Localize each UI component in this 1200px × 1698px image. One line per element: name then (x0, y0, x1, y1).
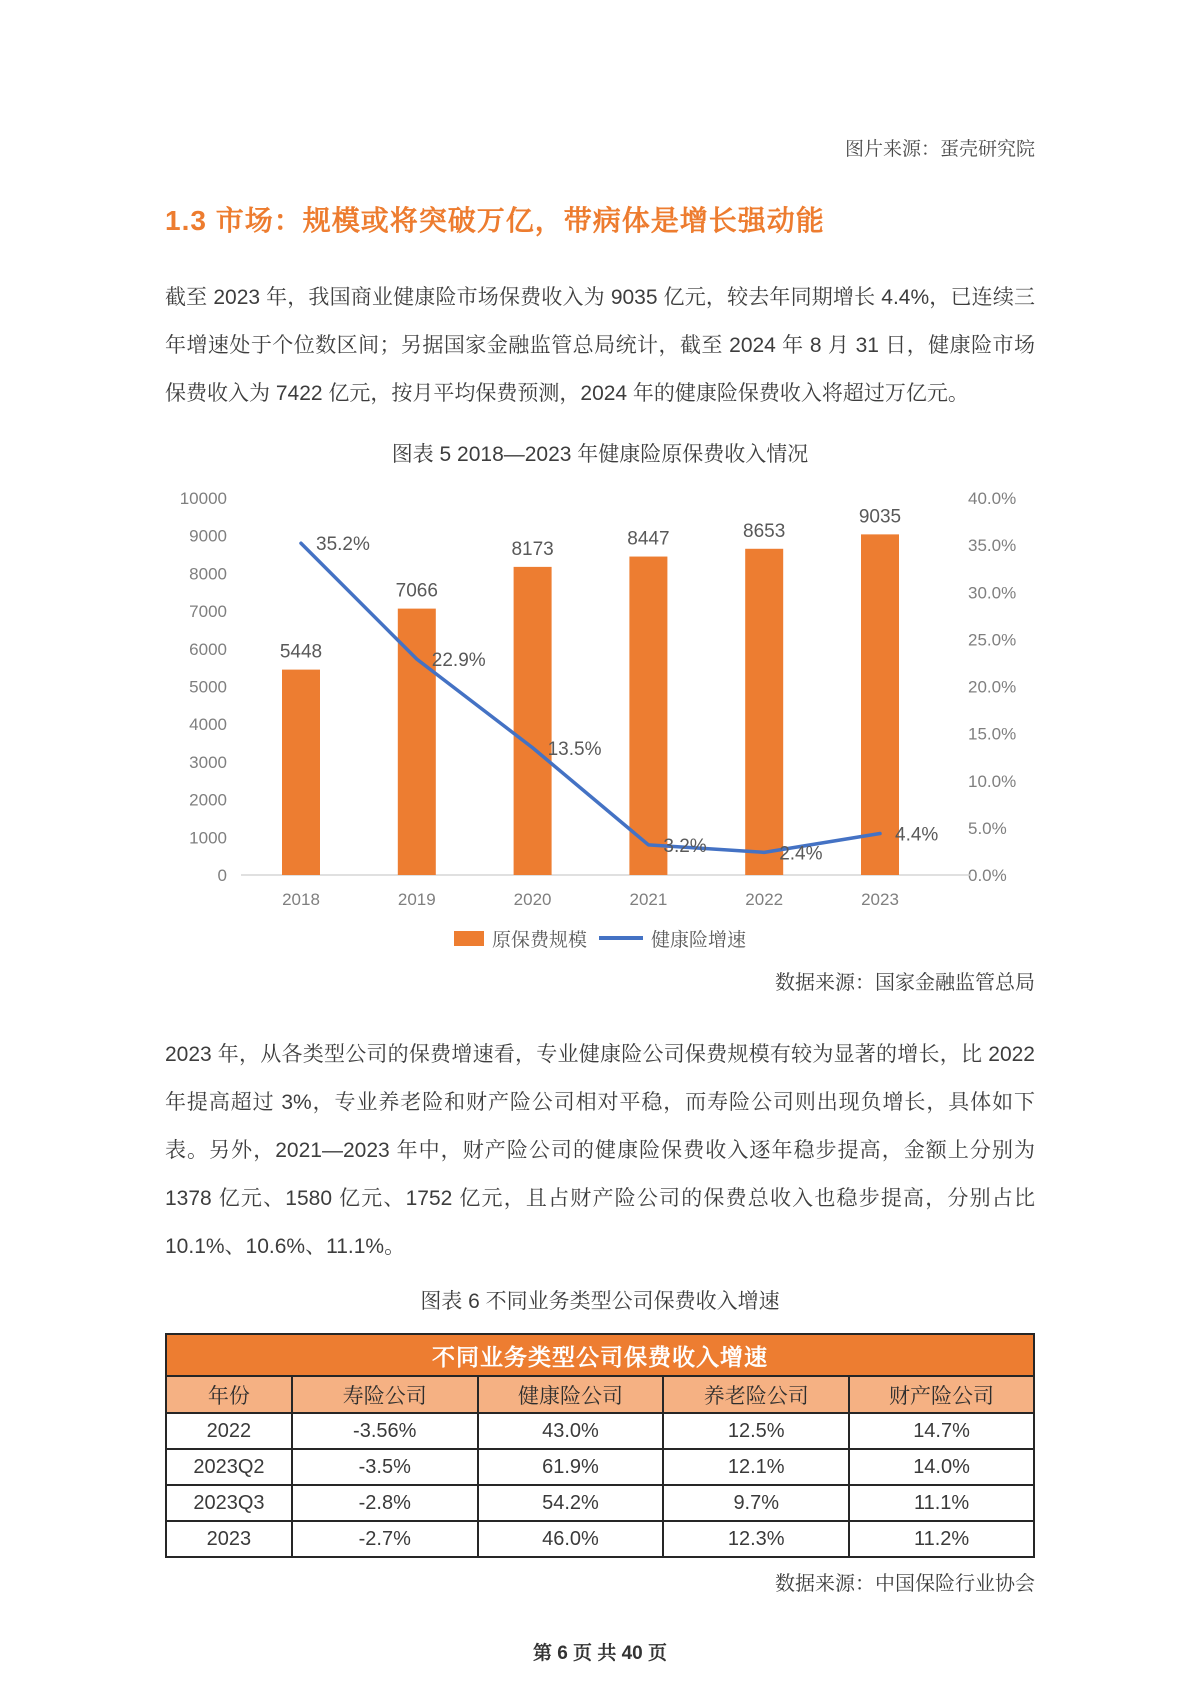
row-year: 2023 (166, 1521, 292, 1557)
bar-2019 (398, 609, 436, 875)
row-value: -3.5% (292, 1449, 478, 1485)
row-year: 2022 (166, 1413, 292, 1449)
left-axis-tick: 4000 (189, 715, 227, 735)
figure5-chart (165, 476, 1035, 951)
legend-item-bars (454, 925, 587, 952)
page-number: 第 6 页 共 40 页 (532, 1643, 668, 1664)
row-value: 61.9% (478, 1449, 664, 1485)
row-value: 43.0% (478, 1413, 664, 1449)
bar-value-label: 9035 (858, 506, 902, 528)
row-value: 9.7% (663, 1485, 849, 1521)
left-axis-tick: 8000 (189, 564, 227, 584)
row-value: 11.2% (849, 1521, 1034, 1557)
x-axis-label: 2018 (282, 890, 320, 909)
bar-value-label: 8447 (627, 528, 670, 550)
row-value: 12.3% (663, 1521, 849, 1557)
x-axis-label: 2023 (861, 890, 899, 909)
legend-bar-label: 原保费规模 (491, 929, 587, 951)
x-axis-label: 2021 (629, 890, 668, 909)
chart-source: 数据来源：国家金融监管总局 (775, 972, 1035, 994)
column-header: 年份 (166, 1376, 292, 1413)
legend-item-line (599, 925, 746, 952)
right-axis-tick: 20.0% (968, 677, 1017, 697)
right-axis-tick: 0.0% (968, 866, 1007, 885)
line-value-label: 22.9% (431, 650, 486, 672)
left-axis-tick: 1000 (189, 828, 227, 848)
legend-line-swatch (599, 936, 643, 940)
left-axis-tick: 2000 (189, 790, 227, 810)
table-row (166, 1449, 1034, 1485)
bar-2022 (745, 549, 783, 875)
table-row (166, 1485, 1034, 1521)
bar-value-label: 8653 (743, 520, 786, 542)
left-axis-tick: 5000 (189, 677, 227, 697)
bar-value-label: 5448 (279, 641, 323, 663)
table-row (166, 1413, 1034, 1449)
right-axis-tick: 5.0% (968, 818, 1007, 838)
paragraph-2: 2023 年，从各类型公司的保费增速看，专业健康险公司保费规模有较为显著的增长，比 2022 年提高超过 3%，专业养老险和财产险公司相对平稳，而寿险公司则出现负增长，具体如下表。另外，2021—2023 年中，财产险公司的健康险保费收入逐年稳步提高，金额上分别为 1378 亿元、1580 亿元、1752 亿元，且占财产险公司的保费总收入也稳步提高，分别占比 10.1%、10.6%、11.1%。 (165, 1043, 1035, 1258)
bar-2018 (282, 670, 320, 875)
line-value-label: 2.4% (779, 843, 823, 865)
x-axis-label: 2022 (745, 890, 784, 909)
figure6-caption: 图表 6 不同业务类型公司保费收入增速 (420, 1290, 780, 1313)
figure5-caption: 图表 5 2018—2023 年健康险原保费收入情况 (391, 443, 809, 466)
section-heading: 1.3 市场：规模或将突破万亿，带病体是增长强动能 (165, 205, 825, 236)
row-value: 14.0% (849, 1449, 1034, 1485)
table-source: 数据来源：中国保险行业协会 (775, 1573, 1035, 1595)
table-title: 不同业务类型公司保费收入增速 (166, 1334, 1034, 1376)
row-year: 2023Q3 (166, 1485, 292, 1521)
row-value: -3.56% (292, 1413, 478, 1449)
column-header: 寿险公司 (292, 1376, 478, 1413)
growth-rate-table (165, 1333, 1035, 1558)
left-axis-tick: 7000 (189, 602, 227, 622)
row-value: 14.7% (849, 1413, 1034, 1449)
line-value-label: 35.2% (316, 534, 370, 556)
left-axis-tick: 9000 (189, 526, 227, 546)
bar-value-label: 8173 (511, 538, 554, 560)
row-value: 11.1% (849, 1485, 1034, 1521)
right-axis-tick: 40.0% (968, 489, 1017, 508)
legend-line-label: 健康险增速 (651, 929, 747, 951)
image-source-note: 图片来源：蛋壳研究院 (844, 139, 1035, 160)
column-header: 健康险公司 (478, 1376, 664, 1413)
row-year: 2023Q2 (166, 1449, 292, 1485)
left-axis-tick: 10000 (179, 489, 227, 508)
line-value-label: 4.4% (895, 824, 939, 846)
row-value: -2.7% (292, 1521, 478, 1557)
line-value-label: 13.5% (547, 738, 602, 760)
row-value: 12.5% (663, 1413, 849, 1449)
row-value: 46.0% (478, 1521, 664, 1557)
right-axis-tick: 25.0% (968, 630, 1017, 650)
left-axis-tick: 0 (217, 866, 227, 885)
row-value: -2.8% (292, 1485, 478, 1521)
paragraph-1: 截至 2023 年，我国商业健康险市场保费收入为 9035 亿元，较去年同期增长 4.4%，已连续三年增速处于个位数区间；另据国家金融监管总局统计，截至 2024 年 8 月 31 日，健康险市场保费收入为 7422 亿元，按月平均保费预测，2024 年的健康险保费收入将超过万亿元。 (165, 286, 1035, 405)
row-value: 54.2% (478, 1485, 664, 1521)
column-header: 养老险公司 (663, 1376, 849, 1413)
right-axis-tick: 10.0% (968, 771, 1017, 791)
legend-bar-swatch (454, 931, 484, 946)
growth-line (301, 543, 880, 852)
right-axis-tick: 35.0% (968, 536, 1017, 556)
chart-legend (165, 925, 1035, 951)
bar-2023 (861, 534, 899, 875)
x-axis-label: 2019 (397, 890, 436, 909)
right-axis-tick: 30.0% (968, 583, 1017, 603)
table-row (166, 1521, 1034, 1557)
x-axis-label: 2020 (513, 890, 552, 909)
left-axis-tick: 6000 (189, 639, 227, 659)
column-header: 财产险公司 (849, 1376, 1034, 1413)
bar-value-label: 7066 (395, 580, 438, 602)
line-value-label: 3.2% (663, 835, 707, 857)
bar-2020 (514, 567, 552, 875)
bar-2021 (629, 557, 667, 875)
right-axis-tick: 15.0% (968, 724, 1017, 744)
left-axis-tick: 3000 (189, 752, 227, 772)
bar-line-chart-svg (165, 476, 1035, 918)
row-value: 12.1% (663, 1449, 849, 1485)
